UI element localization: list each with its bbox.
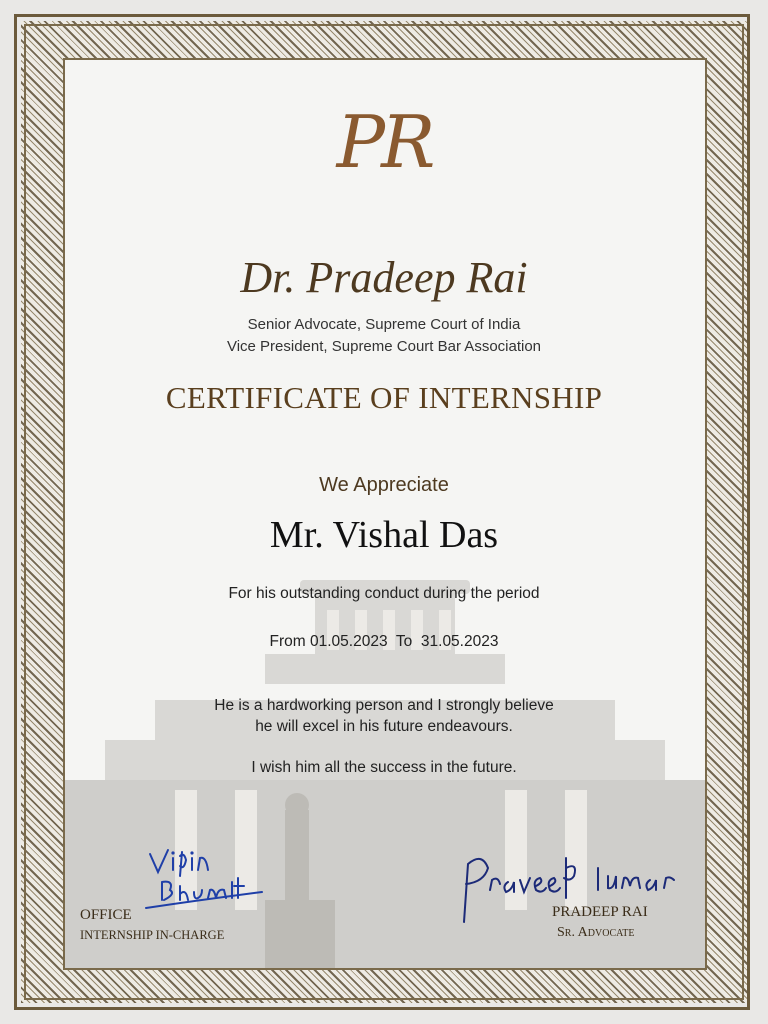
- issuer-designation-2: Vice President, Supreme Court Bar Association: [226, 338, 542, 355]
- monogram-logo: PR: [336, 100, 432, 184]
- internship-period: From 01.05.2023 To 31.05.2023: [269, 633, 499, 650]
- office-signatory-title: OFFICE: [80, 907, 132, 923]
- issuer-designation-1: Senior Advocate, Supreme Court of India: [247, 316, 521, 333]
- wish-statement: I wish him all the success in the future.: [251, 759, 517, 776]
- appreciation-heading: We Appreciate: [319, 474, 449, 496]
- office-signatory-role: INTERNSHIP IN-CHARGE: [80, 928, 225, 942]
- conduct-statement: For his outstanding conduct during the period: [228, 585, 540, 602]
- advocate-signatory-name: PRADEEP RAI: [552, 904, 648, 920]
- issuer-name: Dr. Pradeep Rai: [240, 253, 528, 302]
- remark-line-2: he will excel in his future endeavours.: [255, 718, 513, 735]
- certificate-title: CERTIFICATE OF INTERNSHIP: [165, 380, 603, 415]
- remark-line-1: He is a hardworking person and I strongly believe: [214, 697, 554, 714]
- advocate-signatory-role: Sr. Advocate: [557, 925, 635, 940]
- recipient-name: Mr. Vishal Das: [269, 514, 499, 556]
- office-signature: [140, 842, 270, 912]
